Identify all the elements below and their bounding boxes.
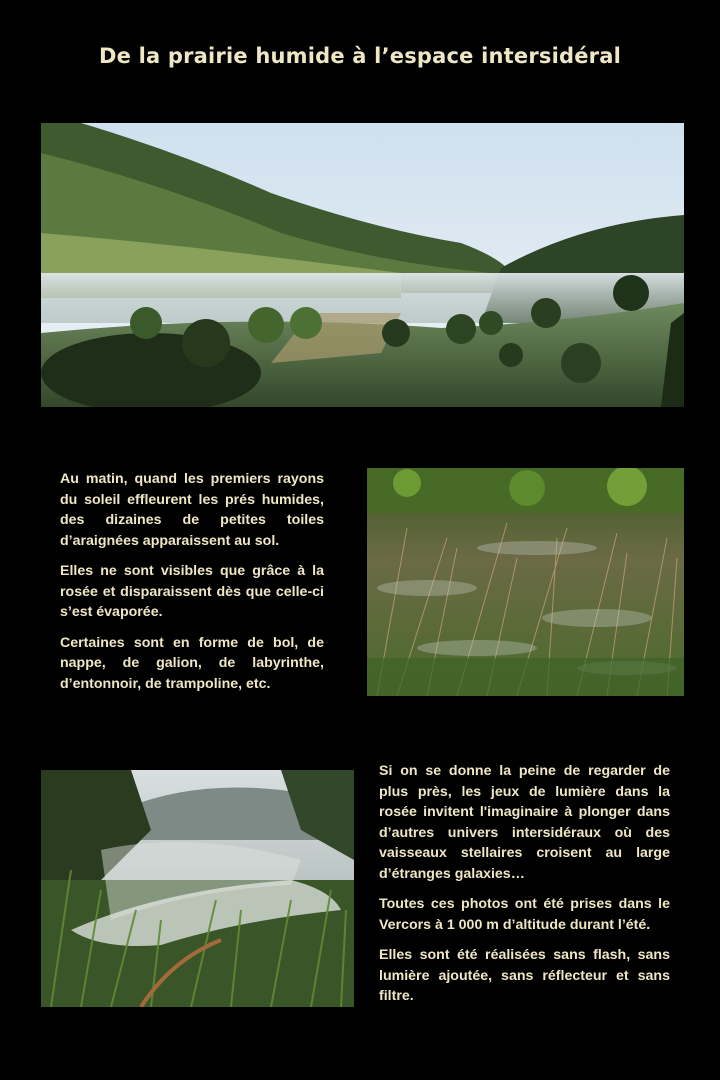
left-text-column [60,469,324,704]
right-text-column [379,761,670,1017]
dewy-grass-webs-photo [367,468,684,696]
misty-valley-photo [41,123,684,407]
right-paragraph-3: Elles sont été réalisées sans flash, sans lumière ajoutée, sans réflecteur et sans filtre. [379,947,670,1004]
left-paragraph-2: Elles ne sont visibles que grâce à la rosée et disparaissent dès que celle-ci s’est évaporée. [60,563,324,620]
right-paragraph-2: Toutes ces photos ont été prises dans le Vercors à 1 000 m d’altitude durant l’été. [379,896,670,933]
spider-web-closeup-photo [41,770,354,1007]
right-paragraph-1: Si on se donne la peine de regarder de plus près, les jeux de lumière dans la rosée invitent l'imaginaire à plonger dans d’autres univers intersidéraux où des vaisseaux stellaires croisent au large d’étranges galaxies… [379,763,670,882]
left-paragraph-1: Au matin, quand les premiers rayons du soleil effleurent les prés humides, des dizaines de petites toiles d’araignées apparaissent au sol. [60,471,324,549]
page-title: De la prairie humide à l’espace intersidéral [99,44,621,68]
left-paragraph-3: Certaines sont en forme de bol, de nappe, de galion, de labyrinthe, d’entonnoir, de trampoline, etc. [60,634,324,692]
